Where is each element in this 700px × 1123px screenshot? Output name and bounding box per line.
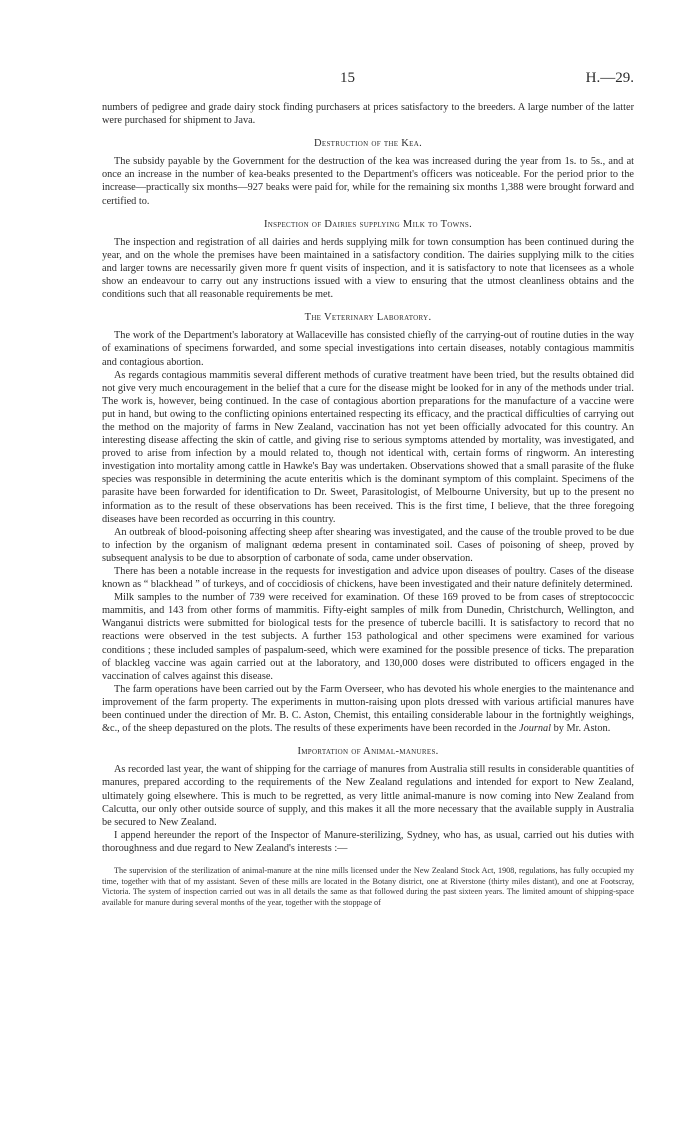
farm-text-after: by Mr. Aston. [551,723,611,735]
kea-paragraph: The subsidy payable by the Government for the destruction of the kea was increased during the year from 1s. to 5s., and at once an increase in the number of kea-beaks presented to the Department's officers was noticeable. For the period prior to the increase—practically six months—927 beaks were paid for, while for the remaining six months 1,388 were brought forward and certified to. [102,156,634,207]
section-heading-laboratory: The Veterinary Laboratory. [304,312,432,324]
laboratory-paragraph: The work of the Department's laboratory at Wallaceville has consisted chiefly of the carrying-out of routine duties in the way of examinations of specimens forwarded, and some special investigations into certain diseases, notably contagious mammitis and contagious abortion. [102,330,634,368]
document-body [102,101,634,908]
section-heading-kea: Destruction of the Kea. [313,138,422,150]
farm-operations-paragraph [102,683,634,735]
manures-paragraph: As recorded last year, the want of shipping for the carriage of manures from Australia still results in considerable quantities of manures, prepared according to the requirements of the New Zealand regulations and intended for export to New Zealand, ultimately going elsewhere. This is much to be regretted, as very little animal-manure is now coming into New Zealand from Calcutta, our only other outside source of supply, and this makes it all the more necessary that the available supply in Australia be secured to New Zealand. [102,764,634,828]
document-page [102,70,634,908]
laboratory-paragraph: Milk samples to the number of 739 were received for examination. Of these 169 proved to be from cases of streptococcic mammitis, and 143 from other forms of mammitis. Fifty-eight samples of milk from Dunedin, Christchurch, Wellington, and Wanganui districts were submitted for biological tests for the presence of tubercle bacilli. It is satisfactory to record that no reactions were observed in the test subjects. A further 153 pathological and other specimens were examined for various conditions ; these included samples of paspalum-seed, which were examined for the possible presence of ticks. The preparation of blackleg vaccine was again carried out at the laboratory, and 130,000 doses were distributed to officers engaged in the vaccination of calves against this disease. [102,592,634,682]
laboratory-paragraph: As regards contagious mammitis several different methods of curative treatment have been tried, but the results obtained did not give very much encouragement in the belief that a cure for the disease might be looked for in any of the methods under trial. The work is, however, being continued. In the case of contagious abortion preparations for the manufacture of a vaccine were put in hand, but owing to the conflicting opinions entertained respecting its efficacy, and the practical difficulties of carrying out the method on the majority of farms in New Zealand, vaccination has not yet been officially advocated for this country. An interesting disease affecting the skin of cattle, and giving rise to serious symptoms attended by mortality, was investigated, and proved to arise from infection by a mould related to, though not identical with, certain forms of ringworm. An interesting investigation into mortality among cattle in Hawke's Bay was undertaken. Observations showed that a small parasite of the fluke species was responsible in determining the acute enteritis which is the dominant symptom of this complaint. Specimens of the parasite have been forwarded for identification to Dr. Sweet, Parasitologist, of Melbourne University, but up to the present no information as to the result of these observations has been received. This is the first time, I believe, that the three foregoing diseases have been recorded as occurring in this country. [102,369,634,525]
document-reference: H.—29. [585,70,634,86]
laboratory-paragraph: There has been a notable increase in the requests for investigation and advice upon diseases of poultry. Cases of the disease known as “ blackhead ” of turkeys, and of coccidiosis of chickens, have been investigated and their nature definitely determined. [102,566,634,591]
journal-title: Journal [519,723,552,735]
extract-paragraph: The supervision of the sterilization of animal-manure at the nine mills licensed under the New Zealand Stock Act, 1908, regulations, has fully occupied my time, together with that of my assistant. Seven of these mills are located in the Botany district, one at Riverstone (thirty miles distant), and one at Footscray, Victoria. The system of inspection carried out was in all details the same as that followed during the past sixteen years. The limited amount of shipping-space available for manure during several months of the year, together with the stoppage of [102,865,634,907]
section-heading-dairies: Inspection of Dairies supplying Milk to Towns. [263,218,473,230]
section-heading-manures: Importation of Animal-manures. [297,746,439,758]
intro-paragraph: numbers of pedigree and grade dairy stock finding purchasers at prices satisfactory to the breeders. A large number of the latter were purchased for shipment to Java. [102,102,634,127]
quoted-report-extract [102,866,634,908]
page-header [102,70,634,92]
farm-text-before: The farm operations have been carried out by the Farm Overseer, who has devoted his whole energies to the maintenance and improvement of the farm property. The experiments in mutton-raising upon plots dressed with various artificial manures have been continued under the direction of Mr. B. C. Aston, Chemist, this entailing considerable labour in the fortnightly weighings, &c., of the sheep depastured on the plots. The results of these experiments have been recorded in the [102,683,634,735]
dairies-paragraph: The inspection and registration of all dairies and herds supplying milk for town consumption has been continued during the year, and on the whole the premises have been maintained in a satisfactory condition. The dairies supplying milk to the cities and larger towns are necessarily given more fr quent visits of inspection, and it is satisfactory to note that licensees as a whole show an endeavour to carry out any instructions issued with a view to ensuring that the utmost cleanliness obtains and the conditions such that all reasonable requirements be met. [102,236,634,301]
laboratory-paragraph: An outbreak of blood-poisoning affecting sheep after shearing was investigated, and the cause of the trouble proved to be due to infection by the organism of malignant œdema present in contaminated soil. Cases of poisoning of sheep, proved by subsequent analysis to be due to absorption of carbonate of soda, came under observation. [102,526,634,564]
page-number: 15 [340,70,355,86]
manures-paragraph: I append hereunder the report of the Inspector of Manure-sterilizing, Sydney, who has, as usual, carried out his duties with thoroughness and due regard to New Zealand's interests :— [102,829,634,854]
